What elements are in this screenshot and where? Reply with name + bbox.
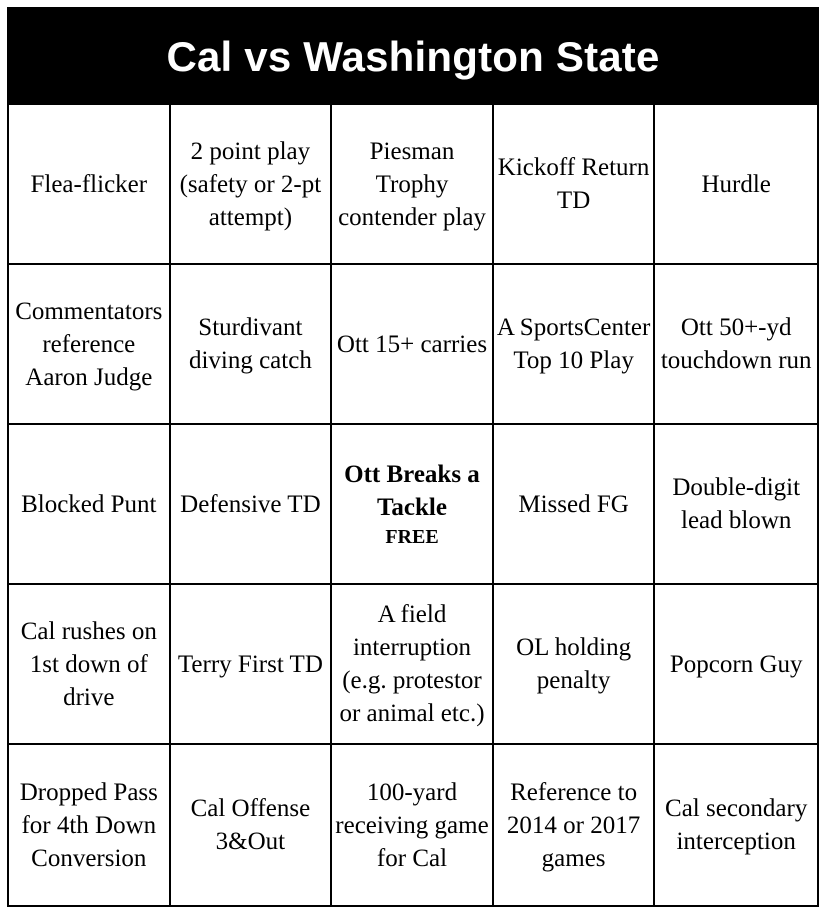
free-space-cell[interactable] [332, 425, 494, 585]
cell-label: Cal Offense 3&Out [190, 795, 311, 855]
bingo-cell-r1c4[interactable] [494, 105, 656, 265]
free-label: FREE [385, 526, 439, 548]
bingo-cell-r3c1[interactable] [9, 425, 171, 585]
cell-label: Sturdivant diving catch [188, 314, 312, 374]
bingo-cell-r2c4[interactable] [494, 265, 656, 425]
bingo-cell-r2c1[interactable] [9, 265, 171, 425]
cell-label: Terry First TD [177, 650, 323, 678]
cell-label: Kickoff Return TD [497, 154, 650, 214]
cell-label: Hurdle [701, 170, 771, 198]
bingo-card [7, 7, 819, 907]
card-title: Cal vs Washington State [166, 33, 660, 80]
cell-label: Dropped Pass for 4th Down Conversion [19, 778, 158, 872]
title-bar [9, 9, 817, 105]
bingo-cell-r5c4[interactable] [494, 745, 656, 905]
cell-label: Ott 50+-yd touchdown run [660, 314, 812, 374]
cell-label: Flea-flicker [30, 170, 148, 198]
cell-label: Popcorn Guy [669, 650, 803, 678]
bingo-cell-r5c3[interactable] [332, 745, 494, 905]
cell-label: Double-digit lead blown [672, 474, 801, 534]
bingo-cell-r2c5[interactable] [655, 265, 817, 425]
bingo-cell-r4c3[interactable] [332, 585, 494, 745]
bingo-cell-r5c1[interactable] [9, 745, 171, 905]
bingo-cell-r5c2[interactable] [171, 745, 333, 905]
cell-label: Blocked Punt [21, 490, 157, 518]
bingo-cell-r3c4[interactable] [494, 425, 656, 585]
cell-label: Defensive TD [180, 490, 321, 518]
bingo-cell-r1c1[interactable] [9, 105, 171, 265]
cell-label: Cal secondary interception [665, 795, 808, 855]
cell-label: Missed FG [518, 490, 629, 518]
bingo-cell-r1c5[interactable] [655, 105, 817, 265]
cell-label: 100-yard receiving game for Cal [335, 778, 489, 872]
cell-label: A SportsCenter Top 10 Play [496, 314, 651, 374]
bingo-cell-r1c3[interactable] [332, 105, 494, 265]
bingo-cell-r3c5[interactable] [655, 425, 817, 585]
cell-label: OL holding penalty [516, 634, 632, 694]
cell-label: Ott 15+ carries [336, 330, 488, 358]
bingo-cell-r4c1[interactable] [9, 585, 171, 745]
cell-label: Reference to 2014 or 2017 games [506, 778, 641, 872]
bingo-cell-r3c2[interactable] [171, 425, 333, 585]
bingo-cell-r4c5[interactable] [655, 585, 817, 745]
cell-label: 2 point play (safety or 2-pt attempt) [179, 137, 322, 231]
bingo-cell-r2c2[interactable] [171, 265, 333, 425]
bingo-cell-r4c2[interactable] [171, 585, 333, 745]
cell-label: Cal rushes on 1st down of drive [20, 617, 157, 711]
cell-label: Commentators reference Aaron Judge [15, 297, 163, 391]
cell-label: Piesman Trophy contender play [338, 137, 486, 231]
bingo-cell-r1c2[interactable] [171, 105, 333, 265]
cell-label: A field interruption (e.g. protestor or animal etc.) [339, 601, 485, 727]
bingo-grid [9, 105, 817, 905]
bingo-cell-r2c3[interactable] [332, 265, 494, 425]
bingo-cell-r4c4[interactable] [494, 585, 656, 745]
bingo-cell-r5c5[interactable] [655, 745, 817, 905]
cell-label: Ott Breaks a Tackle [344, 461, 480, 521]
